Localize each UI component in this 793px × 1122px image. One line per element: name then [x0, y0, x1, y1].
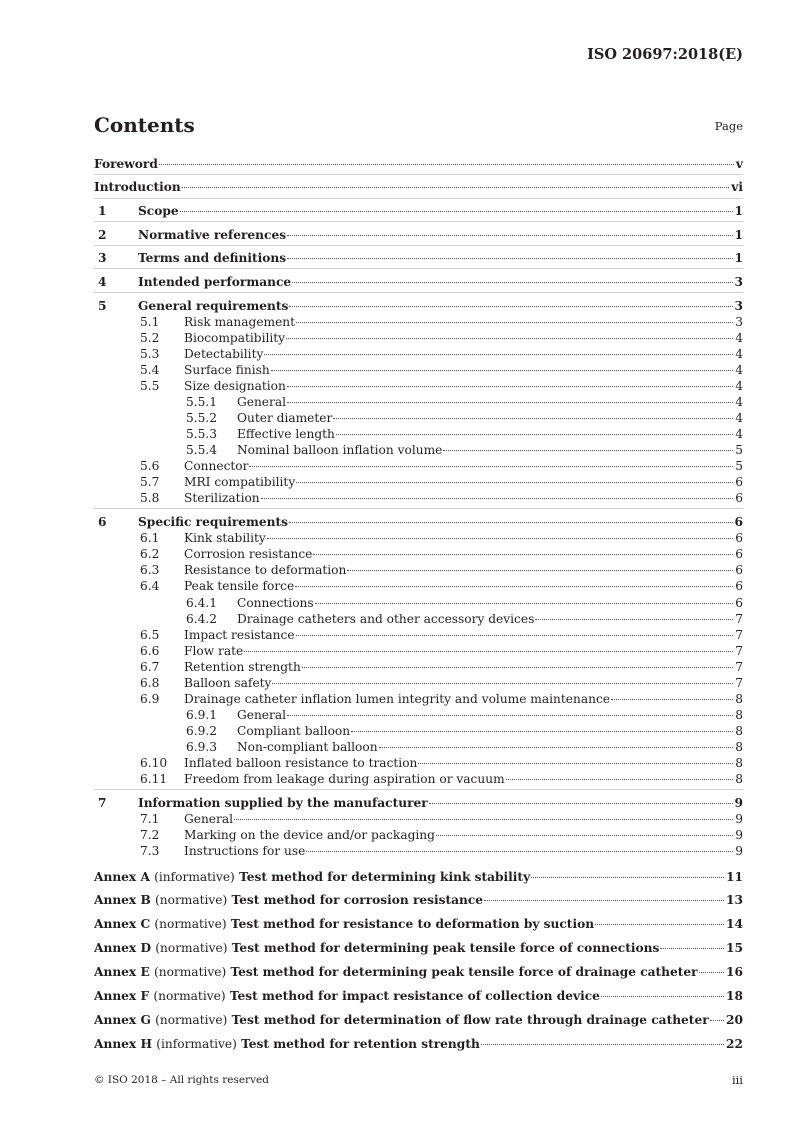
dot-leader — [287, 715, 733, 716]
toc-entry-title: Connections — [237, 596, 314, 610]
annex-type: (informative) — [154, 870, 235, 884]
annex-type: (informative) — [156, 1037, 237, 1051]
toc-entry-page: 4 — [735, 411, 743, 425]
toc-entry-number: 3 — [98, 251, 107, 265]
toc-entry-title: Risk management — [184, 315, 296, 329]
toc-entry-title: Corrosion resistance — [184, 547, 313, 561]
toc-entry-number: 6.1 — [140, 531, 160, 545]
toc-entry-page: 6 — [735, 596, 743, 610]
toc-entry-page: 7 — [735, 644, 743, 658]
toc-entry-title: Marking on the device and/or packaging — [184, 828, 435, 842]
toc-entry-number: 7 — [98, 796, 107, 810]
entry-separator — [94, 221, 743, 222]
toc-entry-page: 9 — [735, 812, 743, 826]
toc-entry-number: 5.5.2 — [186, 411, 218, 425]
toc-entry-page: 6 — [735, 563, 743, 577]
dot-leader — [296, 635, 734, 636]
toc-entry-title: General requirements — [138, 299, 289, 313]
toc-entry-title: Connector — [184, 459, 249, 473]
toc-entry-number: 7.2 — [140, 828, 160, 842]
toc-entry-page: 3 — [734, 275, 743, 289]
toc-entry[interactable] — [94, 157, 743, 172]
toc-entry[interactable] — [94, 628, 743, 643]
toc-entry-title: Surface finish — [184, 363, 270, 377]
toc-entry-page: 1 — [734, 204, 743, 218]
annex-title: Test method for determining peak tensile force of drainage catheter — [230, 965, 698, 979]
toc-entry-page: 8 — [735, 724, 743, 738]
toc-entry-number: 5.1 — [140, 315, 160, 329]
toc-entry-title: Retention strength — [184, 660, 301, 674]
toc-entry[interactable] — [94, 917, 743, 932]
toc-entry[interactable] — [94, 893, 743, 908]
toc-entry-page: 6 — [735, 491, 743, 505]
toc-entry-title: Biocompatibility — [184, 331, 286, 345]
dot-leader — [660, 948, 724, 949]
annex-label: Annex H — [94, 1037, 152, 1051]
toc-entry[interactable] — [94, 251, 743, 266]
toc-entry-page: 6 — [735, 579, 743, 593]
annex-title: Test method for determining peak tensile force of connections — [231, 941, 660, 955]
annex-label: Annex A — [94, 870, 150, 884]
toc-entry-page: 4 — [735, 331, 743, 345]
toc-entry-page: 3 — [735, 315, 743, 329]
toc-entry-title: Outer diameter — [237, 411, 333, 425]
toc-entry[interactable] — [94, 411, 743, 426]
toc-entry-title: Balloon safety — [184, 676, 272, 690]
toc-entry[interactable] — [94, 870, 743, 885]
toc-entry-title: General — [237, 708, 286, 722]
toc-entry[interactable] — [94, 676, 743, 691]
annex-type: (normative) — [153, 965, 227, 979]
dot-leader — [287, 235, 732, 236]
toc-entry-number: 5.4 — [140, 363, 160, 377]
toc-entry-number: 1 — [98, 204, 107, 218]
annex-title: Test method for determination of flow rate through drainage catheter — [231, 1013, 709, 1027]
toc-entry[interactable] — [94, 756, 743, 771]
toc-entry-number: 6.10 — [140, 756, 168, 770]
dot-leader — [315, 603, 734, 604]
toc-entry[interactable] — [94, 1013, 743, 1028]
toc-entry[interactable] — [94, 531, 743, 546]
toc-entry-title — [94, 1037, 480, 1052]
toc-entry-number: 7.1 — [140, 812, 160, 826]
toc-entry-page: 11 — [726, 870, 743, 884]
toc-entry-number: 6.9.1 — [186, 708, 218, 722]
toc-entry-page: 4 — [735, 395, 743, 409]
toc-entry-number: 6.11 — [140, 772, 168, 786]
dot-leader — [286, 338, 733, 339]
toc-entry[interactable] — [94, 772, 743, 787]
toc-entry-title: Flow rate — [184, 644, 244, 658]
dot-leader — [296, 322, 733, 323]
toc-entry-number: 5.5 — [140, 379, 160, 393]
dot-leader — [244, 651, 733, 652]
annex-label: Annex D — [94, 941, 152, 955]
toc-entry-number: 6 — [98, 515, 107, 529]
toc-entry[interactable] — [94, 395, 743, 410]
entry-separator — [94, 268, 743, 269]
toc-entry-number: 5.2 — [140, 331, 160, 345]
document-id: ISO 20697:2018(E) — [587, 46, 743, 63]
dot-leader — [267, 538, 733, 539]
toc-entry-title: Sterilization — [184, 491, 260, 505]
toc-entry-number: 5.5.4 — [186, 443, 218, 457]
dot-leader — [484, 900, 724, 901]
toc-entry-title: Drainage catheter inflation lumen integrity and volume maintenance — [184, 692, 610, 706]
annex-label: Annex C — [94, 917, 151, 931]
toc-entry[interactable] — [94, 547, 743, 562]
toc-entry-number: 5.5.1 — [186, 395, 218, 409]
toc-entry-page: 9 — [735, 844, 743, 858]
toc-entry[interactable] — [94, 692, 743, 707]
toc-entry-number: 5.3 — [140, 347, 160, 361]
toc-entry-page: 6 — [734, 515, 743, 529]
toc-entry-page: 7 — [735, 628, 743, 642]
annex-label: Annex F — [94, 989, 150, 1003]
toc-entry[interactable] — [94, 331, 743, 346]
toc-entry-page: 4 — [735, 427, 743, 441]
toc-entry-title: Size designation — [184, 379, 286, 393]
toc-entry-page: 6 — [735, 531, 743, 545]
dot-leader — [313, 554, 733, 555]
toc-entry[interactable] — [94, 812, 743, 827]
toc-entry-page: 8 — [735, 756, 743, 770]
toc-entry-page: 7 — [735, 612, 743, 626]
toc-entry-title — [94, 917, 594, 932]
dot-leader — [287, 402, 733, 403]
dot-leader — [535, 619, 733, 620]
toc-entry[interactable] — [94, 644, 743, 659]
dot-leader — [249, 466, 733, 467]
toc-entry-number: 5 — [98, 299, 107, 313]
dot-leader — [443, 450, 733, 451]
entry-separator — [94, 245, 743, 246]
annex-type: (normative) — [154, 917, 227, 931]
dot-leader — [351, 731, 733, 732]
toc-entry-number: 6.7 — [140, 660, 160, 674]
toc-entry-page: 5 — [735, 459, 743, 473]
toc-entry[interactable] — [94, 941, 743, 956]
toc-entry[interactable] — [94, 515, 743, 530]
toc-entry-title: Freedom from leakage during aspiration or vacuum — [184, 772, 505, 786]
toc-entry-title: Information supplied by the manufacturer — [138, 796, 428, 810]
toc-entry-title: Nominal balloon inflation volume — [237, 443, 443, 457]
toc-entry-number: 6.9.2 — [186, 724, 218, 738]
toc-entry-number: 5.6 — [140, 459, 160, 473]
entry-separator — [94, 508, 743, 509]
toc-entry[interactable] — [94, 596, 743, 611]
dot-leader — [699, 972, 724, 973]
annex-title: Test method for impact resistance of collection device — [229, 989, 600, 1003]
toc-entry-title — [94, 1013, 709, 1028]
toc-entry[interactable] — [94, 612, 743, 627]
toc-entry-title: Instructions for use — [184, 844, 306, 858]
toc-entry[interactable] — [94, 708, 743, 723]
toc-entry-page: 15 — [726, 941, 743, 955]
dot-leader — [595, 924, 724, 925]
toc-entry-page: 8 — [735, 740, 743, 754]
dot-leader — [182, 187, 729, 188]
toc-entry-title: Intended performance — [138, 275, 292, 289]
dot-leader — [336, 434, 733, 435]
toc-entry-number: 4 — [98, 275, 107, 289]
toc-entry-page: 6 — [735, 547, 743, 561]
entry-separator — [94, 198, 743, 199]
toc-entry[interactable] — [94, 363, 743, 378]
copyright-notice: © ISO 2018 – All rights reserved — [94, 1074, 269, 1086]
annex-type: (normative) — [155, 1013, 228, 1027]
toc-entry-number: 6.9.3 — [186, 740, 218, 754]
toc-entry-number: 6.4 — [140, 579, 160, 593]
toc-entry-page: 8 — [735, 692, 743, 706]
dot-leader — [429, 803, 733, 804]
dot-leader — [506, 779, 734, 780]
toc-entry-title: Detectability — [184, 347, 264, 361]
dot-leader — [333, 418, 733, 419]
page-title: Contents — [94, 113, 195, 137]
toc-entry-page: 1 — [734, 228, 743, 242]
toc-entry[interactable] — [94, 1037, 743, 1052]
toc-entry-title — [94, 870, 530, 885]
toc-entry[interactable] — [94, 844, 743, 859]
toc-entry-page: 1 — [734, 251, 743, 265]
page-column-label: Page — [714, 119, 743, 133]
dot-leader — [710, 1020, 724, 1021]
dot-leader — [289, 522, 732, 523]
toc-entry[interactable] — [94, 347, 743, 362]
toc-entry[interactable] — [94, 459, 743, 474]
dot-leader — [481, 1044, 724, 1045]
toc-entry-page: 7 — [735, 660, 743, 674]
toc-entry-title: MRI compatibility — [184, 475, 296, 489]
toc-entry[interactable] — [94, 427, 743, 442]
toc-entry-number: 6.4.1 — [186, 596, 218, 610]
toc-entry-title: Inflated balloon resistance to traction — [184, 756, 418, 770]
entry-separator — [94, 174, 743, 175]
toc-entry-title: Foreword — [94, 157, 158, 171]
toc-entry-number: 7.3 — [140, 844, 160, 858]
annex-label: Annex G — [94, 1013, 151, 1027]
toc-entry-title: Peak tensile force — [184, 579, 295, 593]
dot-leader — [289, 306, 732, 307]
toc-entry-page: 18 — [726, 989, 743, 1003]
toc-entry-number: 5.8 — [140, 491, 160, 505]
toc-entry-title: Scope — [138, 204, 179, 218]
toc-entry-page: 13 — [726, 893, 743, 907]
toc-entry-title: General — [237, 395, 286, 409]
toc-entry-title: Kink stability — [184, 531, 266, 545]
dot-leader — [379, 747, 734, 748]
toc-entry-title: Non-compliant balloon — [237, 740, 378, 754]
toc-entry-title: Compliant balloon — [237, 724, 351, 738]
dot-leader — [234, 819, 733, 820]
entry-separator — [94, 292, 743, 293]
annex-type: (normative) — [155, 941, 228, 955]
toc-entry-page: 7 — [735, 676, 743, 690]
toc-entry-page: 9 — [735, 828, 743, 842]
toc-entry-title: Terms and definitions — [138, 251, 287, 265]
toc-entry-page: 9 — [734, 796, 743, 810]
annex-type: (normative) — [155, 893, 228, 907]
annex-type: (normative) — [153, 989, 226, 1003]
dot-leader — [611, 699, 733, 700]
toc-entry-number: 6.3 — [140, 563, 160, 577]
toc-entry-title: General — [184, 812, 233, 826]
toc-entry-page: 4 — [735, 347, 743, 361]
dot-leader — [306, 851, 733, 852]
toc-entry-title: Normative references — [138, 228, 287, 242]
annex-title: Test method for retention strength — [241, 1037, 480, 1051]
toc-entry[interactable] — [94, 180, 743, 195]
toc-entry-page: 6 — [735, 475, 743, 489]
toc-entry-title: Effective length — [237, 427, 335, 441]
toc-entry[interactable] — [94, 724, 743, 739]
toc-entry-title — [94, 989, 600, 1004]
toc-entry[interactable] — [94, 315, 743, 330]
toc-entry-page: 5 — [735, 443, 743, 457]
toc-entry-number: 5.5.3 — [186, 427, 218, 441]
dot-leader — [287, 386, 733, 387]
toc-entry[interactable] — [94, 563, 743, 578]
toc-entry-page: 8 — [735, 772, 743, 786]
toc-entry-title: Impact resistance — [184, 628, 295, 642]
page-number: iii — [731, 1073, 743, 1087]
toc-entry-page: 14 — [726, 917, 743, 931]
entry-separator — [94, 789, 743, 790]
toc-entry-page: 3 — [734, 299, 743, 313]
toc-entry-page: vi — [731, 180, 743, 194]
annex-title: Test method for corrosion resistance — [231, 893, 484, 907]
toc-entry-page: v — [735, 157, 743, 171]
annex-title: Test method for resistance to deformation by suction — [230, 917, 595, 931]
toc-entry[interactable] — [94, 828, 743, 843]
dot-leader — [295, 586, 733, 587]
toc-entry-page: 8 — [735, 708, 743, 722]
toc-entry[interactable] — [94, 379, 743, 394]
dot-leader — [261, 498, 734, 499]
toc-entry[interactable] — [94, 299, 743, 314]
dot-leader — [347, 570, 733, 571]
dot-leader — [159, 164, 734, 165]
dot-leader — [180, 211, 733, 212]
toc-entry[interactable] — [94, 204, 743, 219]
toc-entry[interactable] — [94, 740, 743, 755]
toc-entry-title: Resistance to deformation — [184, 563, 347, 577]
annex-title: Test method for determining kink stability — [239, 870, 531, 884]
dot-leader — [272, 683, 733, 684]
dot-leader — [302, 667, 733, 668]
toc-entry[interactable] — [94, 989, 743, 1004]
toc-entry-title — [94, 965, 698, 980]
toc-entry-number: 6.9 — [140, 692, 160, 706]
toc-entry-title — [94, 941, 659, 956]
dot-leader — [292, 282, 732, 283]
toc-entry-page: 4 — [735, 379, 743, 393]
toc-entry-page: 22 — [726, 1037, 743, 1051]
dot-leader — [287, 258, 732, 259]
toc-entry[interactable] — [94, 491, 743, 506]
toc-entry-number: 6.6 — [140, 644, 160, 658]
annex-label: Annex B — [94, 893, 151, 907]
toc-entry-page: 20 — [726, 1013, 743, 1027]
toc-entry-number: 5.7 — [140, 475, 160, 489]
toc-entry-page: 16 — [726, 965, 743, 979]
dot-leader — [436, 835, 733, 836]
dot-leader — [418, 763, 733, 764]
toc-entry-title: Introduction — [94, 180, 181, 194]
dot-leader — [296, 482, 733, 483]
toc-entry-title — [94, 893, 483, 908]
toc-entry-number: 2 — [98, 228, 107, 242]
annex-label: Annex E — [94, 965, 150, 979]
dot-leader — [271, 370, 734, 371]
toc-entry-number: 6.5 — [140, 628, 160, 642]
toc-entry[interactable] — [94, 579, 743, 594]
toc-entry-number: 6.2 — [140, 547, 160, 561]
dot-leader — [601, 996, 724, 997]
dot-leader — [531, 877, 724, 878]
toc-entry[interactable] — [94, 443, 743, 458]
toc-entry-number: 6.8 — [140, 676, 160, 690]
toc-entry[interactable] — [94, 475, 743, 490]
toc-entry[interactable] — [94, 660, 743, 675]
toc-entry[interactable] — [94, 275, 743, 290]
toc-entry-title: Drainage catheters and other accessory devices — [237, 612, 535, 626]
dot-leader — [264, 354, 733, 355]
toc-entry[interactable] — [94, 228, 743, 243]
toc-entry-number: 6.4.2 — [186, 612, 218, 626]
toc-entry[interactable] — [94, 796, 743, 811]
toc-entry-title: Specific requirements — [138, 515, 289, 529]
toc-entry-page: 4 — [735, 363, 743, 377]
toc-entry[interactable] — [94, 965, 743, 980]
